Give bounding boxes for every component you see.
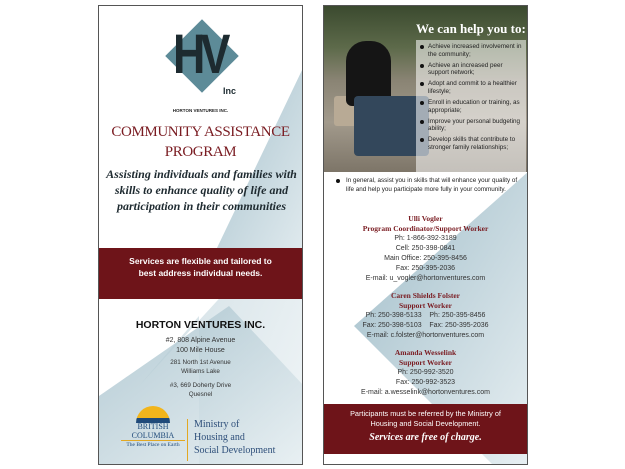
sun-icon [136,406,170,423]
title-line-2: PROGRAM [164,144,237,160]
hv-logo: HV Inc [161,24,245,104]
email-link[interactable]: E-mail: u_vogler@hortonventures.com [365,275,486,282]
tagline: Assisting individuals and families with skills to enhance quality of life and participation in their communities [106,167,297,213]
contact-caren-shields-folster: Caren Shields Folster Support Worker Ph: 250-398-5133 Ph: 250-395-8456 Fax: 250-398-5103 Fax: 250-395-2036 E-mail: c.folster@hortonventures.com [324,291,527,341]
help-item: Improve your personal budgeting ability; [418,118,524,133]
contact-amanda-wesselink: Amanda Wesselink Support Worker Ph: 250-992-3520 Fax: 250-992-3523 E-mail: a.wesselink@hortonventures.com [324,348,527,398]
brochure-back-panel [323,5,528,465]
program-title [99,122,302,162]
contact-ulli-vogler: Ulli Vogler Program Coordinator/Support Worker Ph: 1-866-392-3189 Cell: 250-398-0841 Main Office: 250-395-8456 Fax: 250-395-2036 E-mail: u_vogler@hortonventures.com [324,214,527,284]
company-name: HORTON VENTURES INC. [135,319,266,331]
bc-logo: BRITISH COLUMBIA The Best Place on Earth [121,406,185,449]
logo-divider [187,419,188,461]
services-band: Services are flexible and tailored to best address individual needs. [99,248,302,299]
help-item: Achieve an increased peer support network; [418,62,524,77]
referral-band: Participants must be referred by the Ministry of Housing and Social Development. Services are free of charge. [324,404,527,454]
general-help-item: In general, assist you in skills that will enhance your quality of life and help you participate more fully in your community. [334,177,524,194]
address-1: #2, 808 Alpine Avenue 100 Mile House [165,337,236,354]
logo-company-name: HORTON VENTURES INC. [172,108,229,113]
ministry-name: Ministry of Housing and Social Development [194,419,276,456]
help-list [416,40,526,172]
address-2: 281 North 1st Avenue Williams Lake [170,359,231,375]
help-item: Achieve increased involvement in the community; [418,43,524,58]
help-item: Develop skills that contribute to stronger family relationships; [418,136,524,151]
help-title: We can help you to: [416,21,526,36]
help-item: Adopt and commit to a healthier lifestyle; [418,80,524,95]
brochure-front-panel [98,5,303,465]
title-line-1: COMMUNITY ASSISTANCE [111,124,290,140]
help-item: Enroll in education or training, as appropriate; [418,99,524,114]
email-link[interactable]: E-mail: a.wesselink@hortonventures.com [361,389,490,396]
address-3: #3, 669 Doherty Drive Quesnel [169,382,232,398]
email-link[interactable]: E-mail: c.folster@hortonventures.com [366,332,485,339]
